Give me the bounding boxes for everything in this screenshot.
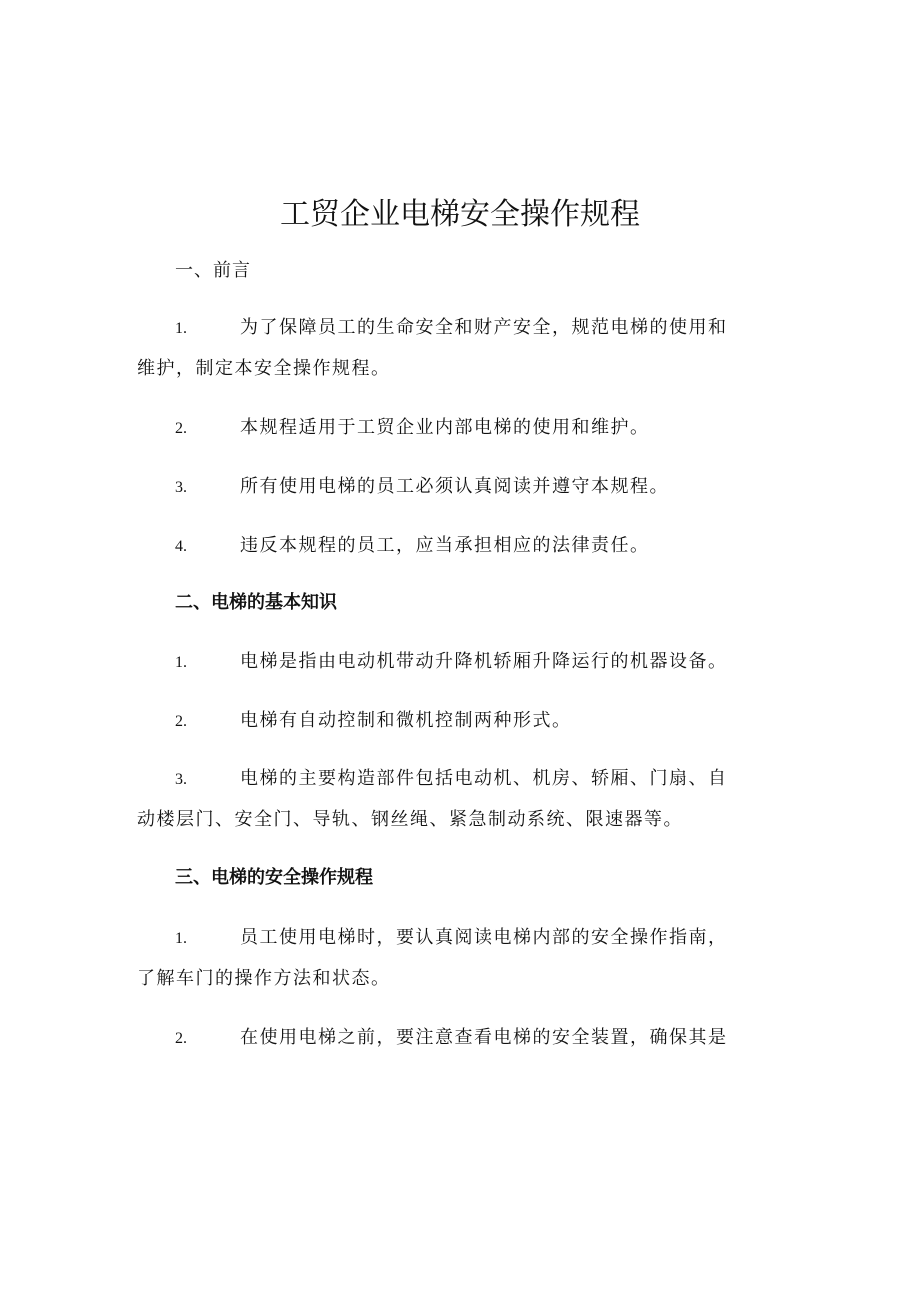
document-title: 工贸企业电梯安全操作规程 [280,197,640,232]
list-item [137,766,747,848]
list-item-text: 所有使用电梯的员工必须认真阅读并遵守本规程。 [240,476,669,497]
list-item-continuation: 了解车门的操作方法和状态。 [137,968,391,989]
list-item-number: 2. [175,1030,187,1047]
list-item-continuation: 维护，制定本安全操作规程。 [137,358,391,379]
list-item-number: 1. [175,930,187,947]
list-item-text: 在使用电梯之前，要注意查看电梯的安全装置，确保其是 [240,1027,728,1048]
list-item [137,315,747,397]
list-item-number: 2. [175,420,187,437]
section-heading-basics: 二、电梯的基本知识 [175,592,337,613]
list-item-number: 4. [175,538,187,555]
list-item [137,708,747,749]
list-item-number: 2. [175,713,187,730]
list-item-line [137,315,747,356]
list-item-line [137,415,747,456]
list-item-line [137,766,747,807]
list-item-text: 违反本规程的员工，应当承担相应的法律责任。 [240,535,650,556]
list-item-line [137,1025,747,1066]
list-item-text: 电梯有自动控制和微机控制两种形式。 [240,710,572,731]
section-heading-preface: 一、前言 [175,260,251,281]
list-item-line [137,533,747,574]
list-item-text: 电梯的主要构造部件包括电动机、机房、轿厢、门扇、自 [240,768,728,789]
list-item-text: 电梯是指由电动机带动升降机轿厢升降运行的机器设备。 [240,651,728,672]
list-item-line [137,649,747,690]
list-item [137,474,747,515]
list-item-text: 为了保障员工的生命安全和财产安全，规范电梯的使用和 [240,317,728,338]
list-item-number: 1. [175,654,187,671]
list-item [137,415,747,456]
list-item-continuation: 动楼层门、安全门、导轨、钢丝绳、紧急制动系统、限速器等。 [137,809,683,830]
list-item [137,925,747,1007]
list-item [137,533,747,574]
section-heading-safety: 三、电梯的安全操作规程 [175,867,373,888]
list-item-text: 本规程适用于工贸企业内部电梯的使用和维护。 [240,417,650,438]
list-item-line [137,708,747,749]
list-item-number: 3. [175,771,187,788]
list-item-text: 员工使用电梯时，要认真阅读电梯内部的安全操作指南， [240,927,728,948]
list-item-line [137,925,747,966]
list-item-number: 1. [175,320,187,337]
list-item [137,649,747,690]
list-item-number: 3. [175,479,187,496]
list-item [137,1025,747,1066]
list-item-line [137,474,747,515]
